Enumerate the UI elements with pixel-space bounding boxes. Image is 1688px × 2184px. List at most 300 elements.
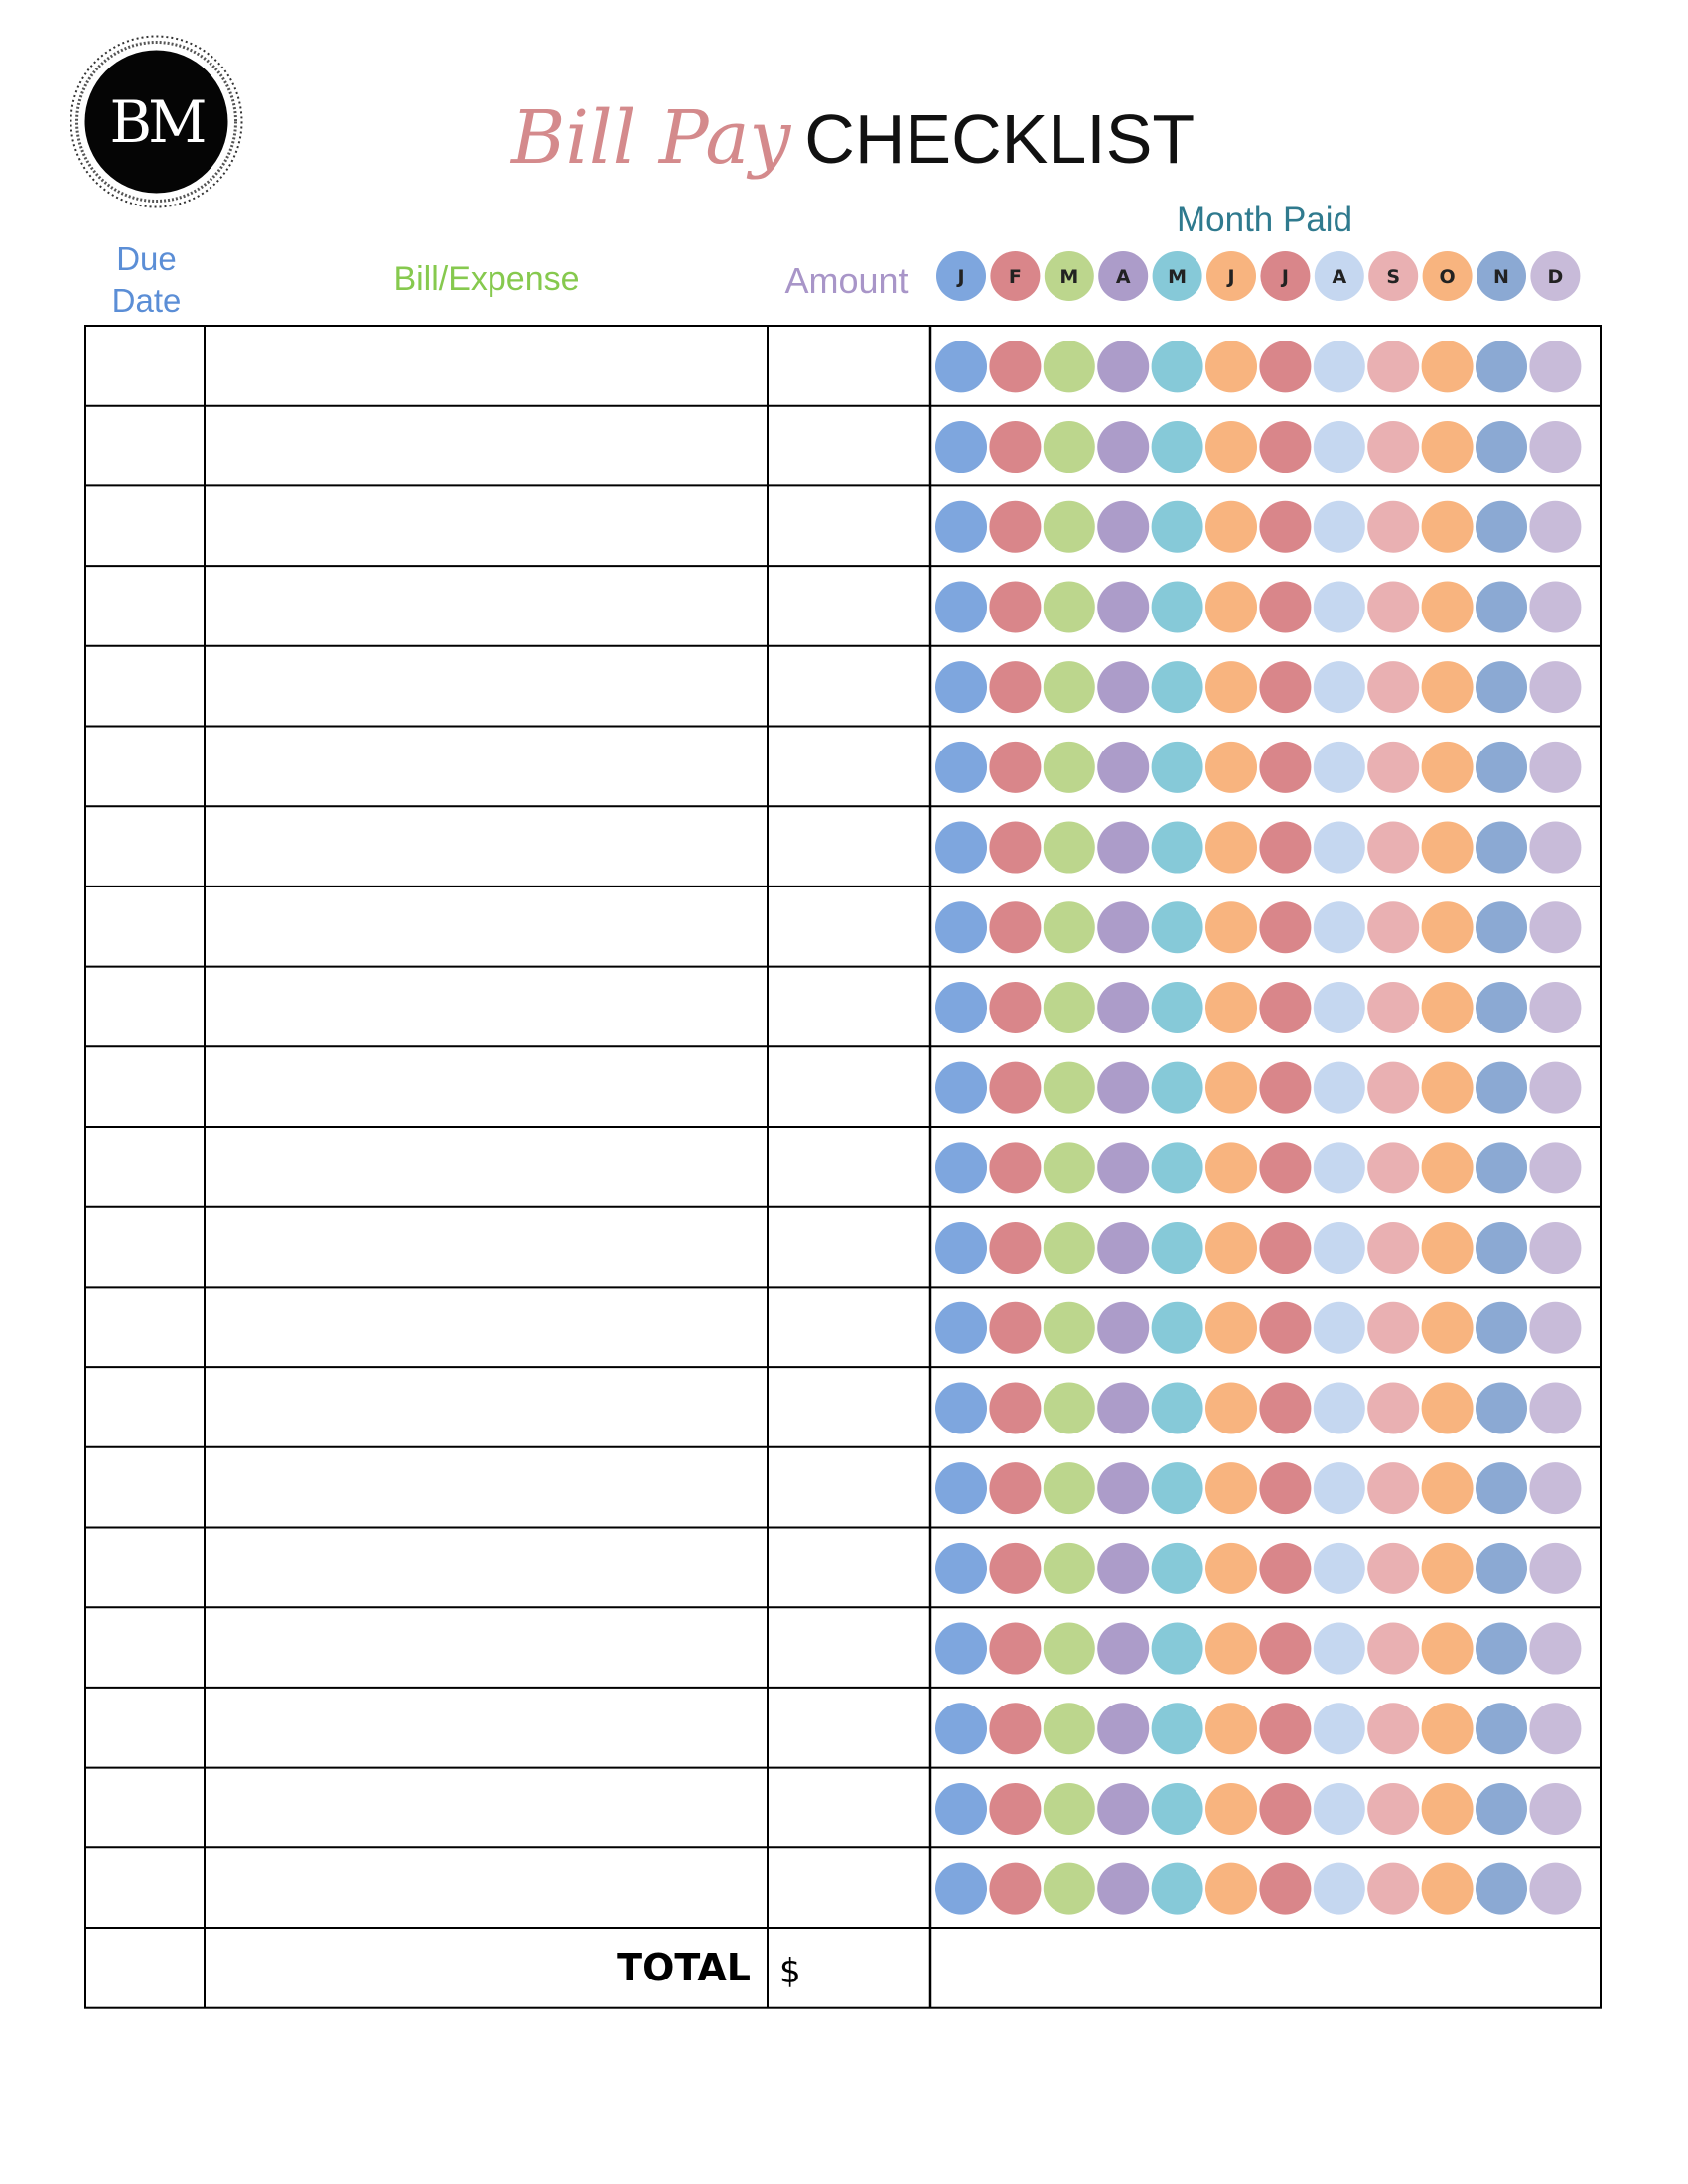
month-paid-bubble[interactable] [1476,742,1527,793]
month-paid-bubble[interactable] [1205,1703,1257,1754]
month-paid-bubble[interactable] [1314,1062,1365,1114]
month-paid-bubble[interactable] [1367,1703,1419,1754]
bill-expense-cell[interactable] [206,1288,767,1366]
month-paid-bubble[interactable] [1529,581,1581,632]
month-paid-bubble[interactable] [1422,1703,1474,1754]
month-paid-bubble[interactable] [1367,822,1419,874]
month-paid-bubble[interactable] [1422,661,1474,713]
month-paid-bubble[interactable] [1097,982,1149,1033]
month-paid-bubble[interactable] [1097,581,1149,632]
amount-cell[interactable] [769,1689,929,1767]
month-paid-bubble[interactable] [1476,1783,1527,1835]
month-paid-bubble[interactable] [989,1543,1041,1594]
month-paid-bubble[interactable] [1422,501,1474,553]
month-paid-bubble[interactable] [1314,1142,1365,1193]
month-paid-bubble[interactable] [1044,1222,1095,1274]
month-paid-bubble[interactable] [1152,661,1203,713]
month-paid-bubble[interactable] [1529,1062,1581,1114]
due-date-cell[interactable] [86,407,204,485]
month-paid-bubble[interactable] [1314,581,1365,632]
month-paid-bubble[interactable] [989,1142,1041,1193]
month-paid-bubble[interactable] [1259,1142,1311,1193]
month-paid-bubble[interactable] [989,1462,1041,1514]
month-paid-bubble[interactable] [1476,982,1527,1033]
month-paid-bubble[interactable] [1097,1142,1149,1193]
amount-cell[interactable] [769,807,929,886]
month-paid-bubble[interactable] [1367,901,1419,953]
month-paid-bubble[interactable] [1314,1783,1365,1835]
month-paid-bubble[interactable] [1314,1543,1365,1594]
month-paid-bubble[interactable] [935,421,987,473]
month-paid-bubble[interactable] [935,1863,987,1915]
month-paid-bubble[interactable] [989,661,1041,713]
month-paid-bubble[interactable] [1259,1863,1311,1915]
month-paid-bubble[interactable] [989,822,1041,874]
month-paid-bubble[interactable] [1097,1062,1149,1114]
month-paid-bubble[interactable] [1259,1703,1311,1754]
month-paid-bubble[interactable] [1044,421,1095,473]
month-paid-bubble[interactable] [1205,421,1257,473]
bill-expense-cell[interactable] [206,1689,767,1767]
month-paid-bubble[interactable] [1367,501,1419,553]
month-paid-bubble[interactable] [989,1703,1041,1754]
month-paid-bubble[interactable] [1259,1623,1311,1675]
month-paid-bubble[interactable] [935,1462,987,1514]
month-paid-bubble[interactable] [935,1783,987,1835]
month-paid-bubble[interactable] [1259,901,1311,953]
month-paid-bubble[interactable] [1205,1783,1257,1835]
month-paid-bubble[interactable] [1422,1783,1474,1835]
month-paid-bubble[interactable] [1152,1142,1203,1193]
due-date-cell[interactable] [86,1529,204,1607]
month-paid-bubble[interactable] [1314,421,1365,473]
month-paid-bubble[interactable] [1529,1382,1581,1433]
month-paid-bubble[interactable] [935,661,987,713]
month-paid-bubble[interactable] [1259,1783,1311,1835]
month-paid-bubble[interactable] [1314,501,1365,553]
month-paid-bubble[interactable] [1205,822,1257,874]
month-paid-bubble[interactable] [1476,1222,1527,1274]
month-paid-bubble[interactable] [1314,341,1365,392]
month-paid-bubble[interactable] [1314,982,1365,1033]
amount-cell[interactable] [769,1848,929,1927]
amount-cell[interactable] [769,728,929,806]
month-paid-bubble[interactable] [1152,1062,1203,1114]
month-paid-bubble[interactable] [1367,1462,1419,1514]
month-paid-bubble[interactable] [1314,1863,1365,1915]
month-paid-bubble[interactable] [935,341,987,392]
month-paid-bubble[interactable] [989,901,1041,953]
bill-expense-cell[interactable] [206,1608,767,1687]
month-paid-bubble[interactable] [1476,1382,1527,1433]
month-paid-bubble[interactable] [1476,1062,1527,1114]
month-paid-bubble[interactable] [1367,1382,1419,1433]
month-paid-bubble[interactable] [1367,1222,1419,1274]
due-date-cell[interactable] [86,1047,204,1126]
month-paid-bubble[interactable] [1205,901,1257,953]
month-paid-bubble[interactable] [1097,1623,1149,1675]
month-paid-bubble[interactable] [1476,822,1527,874]
amount-cell[interactable] [769,567,929,645]
month-paid-bubble[interactable] [1367,982,1419,1033]
month-paid-bubble[interactable] [1529,341,1581,392]
month-paid-bubble[interactable] [1422,901,1474,953]
month-paid-bubble[interactable] [1529,1142,1581,1193]
month-paid-bubble[interactable] [1152,421,1203,473]
month-paid-bubble[interactable] [1205,1462,1257,1514]
amount-cell[interactable] [769,887,929,966]
due-date-cell[interactable] [86,1128,204,1206]
month-paid-bubble[interactable] [1422,1543,1474,1594]
month-paid-bubble[interactable] [1367,581,1419,632]
month-paid-bubble[interactable] [1044,1543,1095,1594]
month-paid-bubble[interactable] [1529,1863,1581,1915]
month-paid-bubble[interactable] [1044,1783,1095,1835]
month-paid-bubble[interactable] [1205,1302,1257,1354]
month-paid-bubble[interactable] [1152,982,1203,1033]
amount-cell[interactable] [769,1128,929,1206]
month-paid-bubble[interactable] [1259,1462,1311,1514]
month-paid-bubble[interactable] [1529,1703,1581,1754]
month-paid-bubble[interactable] [1152,901,1203,953]
month-paid-bubble[interactable] [989,1062,1041,1114]
bill-expense-cell[interactable] [206,1448,767,1527]
month-paid-bubble[interactable] [1476,1863,1527,1915]
month-paid-bubble[interactable] [1314,1623,1365,1675]
month-paid-bubble[interactable] [935,501,987,553]
month-paid-bubble[interactable] [1205,1142,1257,1193]
amount-cell[interactable] [769,1047,929,1126]
month-paid-bubble[interactable] [1205,1222,1257,1274]
month-paid-bubble[interactable] [1152,1783,1203,1835]
bill-expense-cell[interactable] [206,327,767,405]
month-paid-bubble[interactable] [935,1382,987,1433]
month-paid-bubble[interactable] [1529,1462,1581,1514]
month-paid-bubble[interactable] [1422,1222,1474,1274]
due-date-cell[interactable] [86,1608,204,1687]
month-paid-bubble[interactable] [1529,822,1581,874]
amount-cell[interactable] [769,407,929,485]
month-paid-bubble[interactable] [1367,1783,1419,1835]
month-paid-bubble[interactable] [1152,341,1203,392]
month-paid-bubble[interactable] [1422,1382,1474,1433]
bill-expense-cell[interactable] [206,728,767,806]
month-paid-bubble[interactable] [1205,1062,1257,1114]
month-paid-bubble[interactable] [1422,1462,1474,1514]
month-paid-bubble[interactable] [1529,1302,1581,1354]
month-paid-bubble[interactable] [1367,1142,1419,1193]
month-paid-bubble[interactable] [1097,1302,1149,1354]
due-date-cell[interactable] [86,486,204,565]
month-paid-bubble[interactable] [1044,1863,1095,1915]
month-paid-bubble[interactable] [1529,982,1581,1033]
month-paid-bubble[interactable] [989,1222,1041,1274]
month-paid-bubble[interactable] [1097,1543,1149,1594]
month-paid-bubble[interactable] [1529,421,1581,473]
month-paid-bubble[interactable] [1152,1222,1203,1274]
month-paid-bubble[interactable] [1367,1623,1419,1675]
month-paid-bubble[interactable] [1314,1462,1365,1514]
month-paid-bubble[interactable] [1044,661,1095,713]
month-paid-bubble[interactable] [989,501,1041,553]
month-paid-bubble[interactable] [1205,982,1257,1033]
month-paid-bubble[interactable] [935,822,987,874]
month-paid-bubble[interactable] [1044,901,1095,953]
month-paid-bubble[interactable] [1476,581,1527,632]
month-paid-bubble[interactable] [1259,1382,1311,1433]
month-paid-bubble[interactable] [989,982,1041,1033]
month-paid-bubble[interactable] [1259,341,1311,392]
amount-cell[interactable] [769,647,929,726]
month-paid-bubble[interactable] [1097,501,1149,553]
month-paid-bubble[interactable] [1422,822,1474,874]
amount-cell[interactable] [769,1769,929,1847]
month-paid-bubble[interactable] [1205,1382,1257,1433]
month-paid-bubble[interactable] [1259,581,1311,632]
month-paid-bubble[interactable] [1205,742,1257,793]
month-paid-bubble[interactable] [1205,661,1257,713]
month-paid-bubble[interactable] [1476,501,1527,553]
month-paid-bubble[interactable] [1314,742,1365,793]
month-paid-bubble[interactable] [1205,341,1257,392]
month-paid-bubble[interactable] [1367,661,1419,713]
month-paid-bubble[interactable] [1422,1863,1474,1915]
bill-expense-cell[interactable] [206,486,767,565]
month-paid-bubble[interactable] [1097,1783,1149,1835]
month-paid-bubble[interactable] [1205,501,1257,553]
month-paid-bubble[interactable] [1422,581,1474,632]
month-paid-bubble[interactable] [1097,1382,1149,1433]
month-paid-bubble[interactable] [989,1863,1041,1915]
month-paid-bubble[interactable] [1259,421,1311,473]
month-paid-bubble[interactable] [935,1062,987,1114]
month-paid-bubble[interactable] [1205,1623,1257,1675]
month-paid-bubble[interactable] [1097,1703,1149,1754]
month-paid-bubble[interactable] [1476,341,1527,392]
month-paid-bubble[interactable] [1152,501,1203,553]
month-paid-bubble[interactable] [935,581,987,632]
due-date-cell[interactable] [86,1769,204,1847]
month-paid-bubble[interactable] [1259,742,1311,793]
due-date-cell[interactable] [86,567,204,645]
bill-expense-cell[interactable] [206,1128,767,1206]
month-paid-bubble[interactable] [935,1543,987,1594]
month-paid-bubble[interactable] [1044,1302,1095,1354]
month-paid-bubble[interactable] [1314,1302,1365,1354]
due-date-cell[interactable] [86,968,204,1046]
month-paid-bubble[interactable] [935,1142,987,1193]
month-paid-bubble[interactable] [989,1302,1041,1354]
month-paid-bubble[interactable] [989,1783,1041,1835]
month-paid-bubble[interactable] [1367,1302,1419,1354]
month-paid-bubble[interactable] [1097,341,1149,392]
month-paid-bubble[interactable] [1044,1703,1095,1754]
month-paid-bubble[interactable] [1529,1783,1581,1835]
month-paid-bubble[interactable] [1097,1222,1149,1274]
month-paid-bubble[interactable] [1097,1462,1149,1514]
month-paid-bubble[interactable] [1314,1703,1365,1754]
month-paid-bubble[interactable] [1097,421,1149,473]
bill-expense-cell[interactable] [206,1769,767,1847]
month-paid-bubble[interactable] [1476,1703,1527,1754]
month-paid-bubble[interactable] [1044,1142,1095,1193]
month-paid-bubble[interactable] [1097,661,1149,713]
month-paid-bubble[interactable] [1367,421,1419,473]
month-paid-bubble[interactable] [1044,1062,1095,1114]
month-paid-bubble[interactable] [1044,822,1095,874]
month-paid-bubble[interactable] [935,742,987,793]
month-paid-bubble[interactable] [1422,742,1474,793]
month-paid-bubble[interactable] [1259,982,1311,1033]
month-paid-bubble[interactable] [935,901,987,953]
month-paid-bubble[interactable] [1152,1462,1203,1514]
month-paid-bubble[interactable] [1152,1623,1203,1675]
month-paid-bubble[interactable] [935,1302,987,1354]
month-paid-bubble[interactable] [1259,1222,1311,1274]
month-paid-bubble[interactable] [989,1623,1041,1675]
month-paid-bubble[interactable] [1152,581,1203,632]
month-paid-bubble[interactable] [1259,661,1311,713]
amount-cell[interactable] [769,1368,929,1446]
month-paid-bubble[interactable] [1044,742,1095,793]
due-date-cell[interactable] [86,1448,204,1527]
month-paid-bubble[interactable] [989,581,1041,632]
due-date-cell[interactable] [86,1288,204,1366]
month-paid-bubble[interactable] [1529,901,1581,953]
month-paid-bubble[interactable] [1205,1543,1257,1594]
due-date-cell[interactable] [86,807,204,886]
due-date-cell[interactable] [86,1208,204,1287]
month-paid-bubble[interactable] [1314,1222,1365,1274]
month-paid-bubble[interactable] [989,742,1041,793]
month-paid-bubble[interactable] [1097,742,1149,793]
month-paid-bubble[interactable] [1529,742,1581,793]
month-paid-bubble[interactable] [1529,1623,1581,1675]
month-paid-bubble[interactable] [1152,742,1203,793]
month-paid-bubble[interactable] [1259,501,1311,553]
month-paid-bubble[interactable] [1205,1863,1257,1915]
bill-expense-cell[interactable] [206,1368,767,1446]
month-paid-bubble[interactable] [1097,901,1149,953]
month-paid-bubble[interactable] [1476,1302,1527,1354]
month-paid-bubble[interactable] [1152,1543,1203,1594]
month-paid-bubble[interactable] [1152,1703,1203,1754]
month-paid-bubble[interactable] [1476,901,1527,953]
due-date-cell[interactable] [86,1848,204,1927]
due-date-cell[interactable] [86,1368,204,1446]
due-date-cell[interactable] [86,1689,204,1767]
bill-expense-cell[interactable] [206,567,767,645]
month-paid-bubble[interactable] [1476,1623,1527,1675]
amount-cell[interactable] [769,486,929,565]
month-paid-bubble[interactable] [1259,1302,1311,1354]
month-paid-bubble[interactable] [1314,822,1365,874]
month-paid-bubble[interactable] [1259,1543,1311,1594]
month-paid-bubble[interactable] [1529,1222,1581,1274]
month-paid-bubble[interactable] [1314,1382,1365,1433]
month-paid-bubble[interactable] [1422,1142,1474,1193]
month-paid-bubble[interactable] [935,982,987,1033]
month-paid-bubble[interactable] [1152,1302,1203,1354]
month-paid-bubble[interactable] [989,1382,1041,1433]
month-paid-bubble[interactable] [989,421,1041,473]
month-paid-bubble[interactable] [1314,901,1365,953]
bill-expense-cell[interactable] [206,1529,767,1607]
bill-expense-cell[interactable] [206,1047,767,1126]
month-paid-bubble[interactable] [1044,581,1095,632]
month-paid-bubble[interactable] [1422,1623,1474,1675]
month-paid-bubble[interactable] [1422,1062,1474,1114]
month-paid-bubble[interactable] [1314,661,1365,713]
month-paid-bubble[interactable] [1367,1863,1419,1915]
bill-expense-cell[interactable] [206,407,767,485]
amount-cell[interactable] [769,1608,929,1687]
month-paid-bubble[interactable] [1422,421,1474,473]
month-paid-bubble[interactable] [1476,1462,1527,1514]
bill-expense-cell[interactable] [206,647,767,726]
amount-cell[interactable] [769,968,929,1046]
month-paid-bubble[interactable] [1044,1623,1095,1675]
due-date-cell[interactable] [86,887,204,966]
month-paid-bubble[interactable] [935,1703,987,1754]
month-paid-bubble[interactable] [1422,1302,1474,1354]
month-paid-bubble[interactable] [1152,1863,1203,1915]
due-date-cell[interactable] [86,647,204,726]
amount-cell[interactable] [769,1529,929,1607]
month-paid-bubble[interactable] [989,341,1041,392]
month-paid-bubble[interactable] [1044,1382,1095,1433]
amount-cell[interactable] [769,1448,929,1527]
month-paid-bubble[interactable] [1367,1062,1419,1114]
month-paid-bubble[interactable] [1476,421,1527,473]
month-paid-bubble[interactable] [1367,1543,1419,1594]
total-amount-field[interactable] [807,1932,926,2004]
month-paid-bubble[interactable] [1044,341,1095,392]
amount-cell[interactable] [769,1208,929,1287]
month-paid-bubble[interactable] [935,1222,987,1274]
month-paid-bubble[interactable] [1097,822,1149,874]
month-paid-bubble[interactable] [1367,742,1419,793]
bill-expense-cell[interactable] [206,887,767,966]
month-paid-bubble[interactable] [1097,1863,1149,1915]
month-paid-bubble[interactable] [935,1623,987,1675]
month-paid-bubble[interactable] [1422,982,1474,1033]
month-paid-bubble[interactable] [1529,661,1581,713]
bill-expense-cell[interactable] [206,1848,767,1927]
month-paid-bubble[interactable] [1422,341,1474,392]
due-date-cell[interactable] [86,327,204,405]
month-paid-bubble[interactable] [1044,501,1095,553]
month-paid-bubble[interactable] [1529,1543,1581,1594]
month-paid-bubble[interactable] [1044,982,1095,1033]
month-paid-bubble[interactable] [1259,822,1311,874]
month-paid-bubble[interactable] [1529,501,1581,553]
month-paid-bubble[interactable] [1476,661,1527,713]
bill-expense-cell[interactable] [206,807,767,886]
amount-cell[interactable] [769,1288,929,1366]
month-paid-bubble[interactable] [1205,581,1257,632]
month-paid-bubble[interactable] [1152,822,1203,874]
amount-cell[interactable] [769,327,929,405]
month-paid-bubble[interactable] [1476,1142,1527,1193]
due-date-cell[interactable] [86,728,204,806]
bill-expense-cell[interactable] [206,1208,767,1287]
month-paid-bubble[interactable] [1476,1543,1527,1594]
bill-expense-cell[interactable] [206,968,767,1046]
month-paid-bubble[interactable] [1044,1462,1095,1514]
month-paid-bubble[interactable] [1367,341,1419,392]
month-paid-bubble[interactable] [1259,1062,1311,1114]
